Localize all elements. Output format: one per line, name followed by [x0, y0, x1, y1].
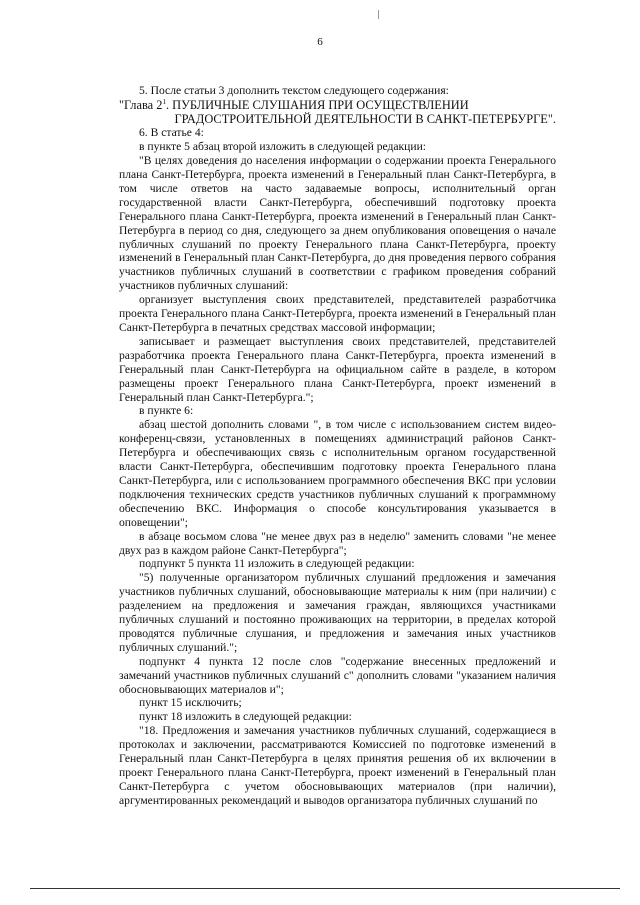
paragraph: 5. После статьи 3 дополнить текстом следующего содержания:	[139, 84, 449, 97]
paragraph: "В целях доведения до населения информации о содержании проекта Генерального плана Санкт-Петербурга, проекта изменений в Генеральный план Санкт-Петербурга, в том числе ответов на часто задаваемые вопросы, исполнительный орган государственной власти Санкт-Петербурга, обеспечивший подготовку проекта Генерального плана Санкт-Петербурга, проекта изменений в Генеральный план Санкт-Петербурга в период со дня, следующего за днем опубликования оповещения о начале публичных слушаний по проекту Генерального плана Санкт-Петербурга, проекту изменений в Генеральный план Санкт-Петербурга, до дня проведения первого собрания участников публичных слушаний в соответствии с графиком проведения собраний участников публичных слушаний:	[119, 154, 556, 293]
paragraph: "5) полученные организатором публичных слушаний предложения и замечания участников публичных слушаний, обосновывающие материалы к ним (при наличии) с разделением на предложения и замечания граждан, являющихся участниками публичных слушаний и постоянно проживающих на территории, в пределах которой проводятся публичные слушания, и предложения и замечания иных участников публичных слушаний.";	[119, 571, 556, 654]
paragraph: пункт 15 исключить;	[139, 696, 242, 710]
chapter-heading-title: . ПУБЛИЧНЫЕ СЛУШАНИЯ ПРИ ОСУЩЕСТВЛЕНИИ	[165, 97, 469, 112]
chapter-heading-superscript: 1	[162, 97, 166, 106]
paragraph: "18. Предложения и замечания участников публичных слушаний, содержащиеся в протоколах и заключении, рассматриваются Комиссией по подготовке изменений в Генеральный план Санкт-Петербурга в целях принятия решения об их включении в проект Генерального плана Санкт-Петербурга, проект изменений в Генеральный план Санкт-Петербурга с учетом обосновывающих материалов (при наличии), аргументированных рекомендаций и выводов организатора публичных слушаний по	[119, 724, 556, 807]
paragraph: подпункт 5 пункта 11 изложить в следующей редакции:	[139, 557, 415, 571]
paragraph: абзац шестой дополнить словами ", в том числе с использованием систем видео-конференц-связи, установленных в помещениях администраций районов Санкт-Петербурга и обеспечивающих связь с исполнительным органом государственной власти Санкт-Петербурга, обеспечившим подготовку проекта Генерального плана Санкт-Петербурга, или с использованием программного обеспечения ВКС при условии подключения технических средств участников публичных слушаний к программному обеспечению ВКС. Информация о способе консультирования указывается в оповещении";	[119, 418, 556, 529]
paragraph: в абзаце восьмом слова "не менее двух раз в неделю" заменить словами "не менее двух раз в каждом районе Санкт-Петербурга";	[119, 529, 556, 557]
chapter-heading-line2: ГРАДОСТРОИТЕЛЬНОЙ ДЕЯТЕЛЬНОСТИ В САНКТ-ПЕТЕРБУРГЕ".	[174, 112, 556, 127]
paragraph: организует выступления своих представителей, представителей разработчика проекта Генерального плана Санкт-Петербурга, проекта изменений в Генеральный план Санкт-Петербурга в печатных средствах массовой информации;	[119, 293, 556, 334]
page-bottom-rule	[30, 888, 620, 889]
paragraph: в пункте 5 абзац второй изложить в следующей редакции:	[139, 140, 427, 154]
page-number: 6	[317, 36, 323, 48]
paragraph: 6. В статье 4:	[139, 126, 204, 140]
chapter-heading-prefix: "Глава 2	[119, 97, 163, 112]
paragraph: записывает и размещает выступления своих представителей, представителей разработчика проекта Генерального плана Санкт-Петербурга, проекта изменений в Генеральный план Санкт-Петербурга на официальном сайте в разделе, в котором размещены проект Генерального плана Санкт-Петербурга, проект изменений в Генеральный план Санкт-Петербурга.";	[119, 334, 556, 404]
paragraph: пункт 18 изложить в следующей редакции:	[139, 710, 352, 724]
chapter-heading-line1	[119, 98, 556, 112]
paragraph: в пункте 6:	[139, 404, 194, 418]
scan-artifact	[378, 10, 379, 19]
document-body	[119, 84, 556, 808]
paragraph: подпункт 4 пункта 12 после слов "содержание внесенных предложений и замечаний участников публичных слушаний с" дополнить словами "указанием наличия обосновывающих материалов и";	[119, 654, 556, 696]
